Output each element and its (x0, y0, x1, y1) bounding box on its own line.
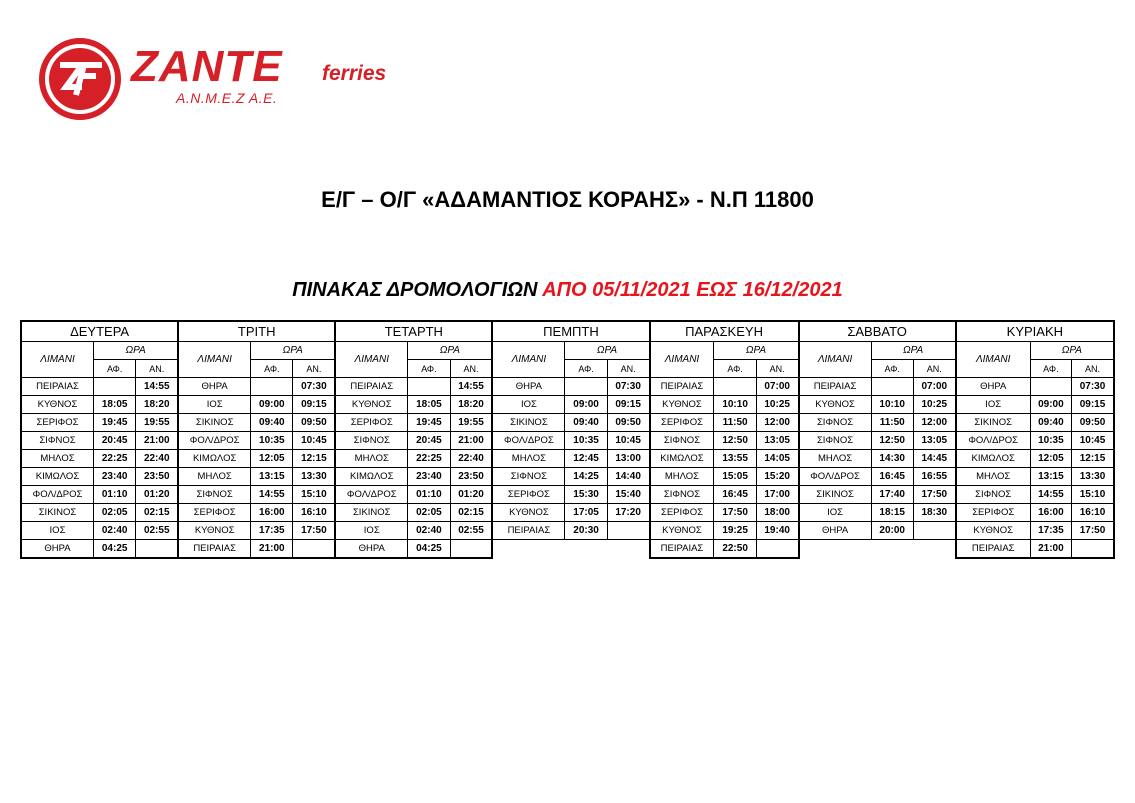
departure-time-cell: 21:00 (251, 540, 293, 559)
arrival-time-cell: 09:50 (1072, 414, 1114, 432)
arrival-time-cell: 12:15 (293, 450, 335, 468)
arrival-time-cell (450, 540, 492, 559)
departure-time-cell: 01:10 (408, 486, 450, 504)
departure-time-cell: 10:35 (1030, 432, 1071, 450)
port-cell: ΠΕΙΡΑΙΑΣ (956, 540, 1031, 559)
departure-time-cell: 13:15 (1030, 468, 1071, 486)
port-cell: ΚΙΜΩΛΟΣ (21, 468, 94, 486)
port-cell: ΙΟΣ (799, 504, 872, 522)
port-cell: ΙΟΣ (956, 396, 1031, 414)
arrival-time-cell: 07:00 (913, 378, 955, 396)
departure-time-cell: 22:50 (714, 540, 756, 559)
departure-time-cell: 16:45 (714, 486, 756, 504)
arrival-time-cell (607, 522, 649, 540)
arrival-time-cell: 02:15 (136, 504, 178, 522)
departure-time-cell: 10:35 (565, 432, 607, 450)
port-cell: ΣΙΚΙΝΟΣ (799, 486, 872, 504)
departure-time-cell: 10:10 (714, 396, 756, 414)
arrival-time-cell: 16:10 (1072, 504, 1114, 522)
port-cell: ΣΙΦΝΟΣ (956, 486, 1031, 504)
table-row (21, 540, 1114, 559)
departure-time-cell: 17:35 (1030, 522, 1071, 540)
arrival-header: ΑΝ. (136, 360, 178, 378)
port-cell: ΚΥΘΝΟΣ (492, 504, 565, 522)
port-cell: ΚΥΘΝΟΣ (799, 396, 872, 414)
port-cell: ΣΙΚΙΝΟΣ (492, 414, 565, 432)
day-header: ΠΑΡΑΣΚΕΥΗ (650, 321, 799, 342)
departure-time-cell (1030, 378, 1071, 396)
departure-time-cell: 22:25 (408, 450, 450, 468)
departure-time-cell (871, 378, 913, 396)
arrival-time-cell: 10:45 (293, 432, 335, 450)
port-cell: ΣΙΚΙΝΟΣ (21, 504, 94, 522)
departure-time-cell: 09:40 (565, 414, 607, 432)
arrival-time-cell: 15:20 (756, 468, 798, 486)
logo-wordmark: ZANTE (131, 42, 283, 91)
empty-cell (799, 540, 956, 559)
port-cell: ΣΕΡΙΦΟΣ (956, 504, 1031, 522)
port-cell: ΣΕΡΙΦΟΣ (650, 414, 714, 432)
departure-time-cell: 12:05 (1030, 450, 1071, 468)
departure-time-cell: 02:05 (408, 504, 450, 522)
arrival-time-cell: 23:50 (450, 468, 492, 486)
port-cell: ΠΕΙΡΑΙΑΣ (799, 378, 872, 396)
port-cell: ΘΗΡΑ (178, 378, 251, 396)
port-cell: ΣΙΦΝΟΣ (650, 432, 714, 450)
port-cell: ΠΕΙΡΑΙΑΣ (492, 522, 565, 540)
departure-time-cell: 17:05 (565, 504, 607, 522)
arrival-header: ΑΝ. (913, 360, 955, 378)
port-cell: ΦΟΛ/ΔΡΟΣ (335, 486, 408, 504)
time-column-header: ΩΡΑ (565, 342, 650, 360)
port-cell: ΚΥΘΝΟΣ (650, 522, 714, 540)
departure-time-cell: 18:05 (408, 396, 450, 414)
arrival-time-cell: 01:20 (450, 486, 492, 504)
table-row (21, 486, 1114, 504)
departure-time-cell: 22:25 (94, 450, 136, 468)
port-cell: ΣΕΡΙΦΟΣ (178, 504, 251, 522)
arrival-time-cell: 15:10 (293, 486, 335, 504)
departure-time-cell: 04:25 (94, 540, 136, 559)
departure-time-cell: 14:25 (565, 468, 607, 486)
time-column-header: ΩΡΑ (714, 342, 799, 360)
port-cell: ΜΗΛΟΣ (335, 450, 408, 468)
arrival-time-cell: 07:30 (607, 378, 649, 396)
departure-time-cell: 12:50 (714, 432, 756, 450)
arrival-time-cell: 22:40 (136, 450, 178, 468)
port-cell: ΜΗΛΟΣ (650, 468, 714, 486)
time-column-header: ΩΡΑ (251, 342, 336, 360)
table-row (21, 504, 1114, 522)
port-column-header: ΛΙΜΑΝΙ (956, 342, 1031, 378)
departure-time-cell: 14:30 (871, 450, 913, 468)
arrival-time-cell: 10:45 (1072, 432, 1114, 450)
arrival-time-cell: 09:50 (607, 414, 649, 432)
arrival-time-cell: 13:05 (756, 432, 798, 450)
departure-time-cell (714, 378, 756, 396)
departure-time-cell: 15:05 (714, 468, 756, 486)
departure-time-cell: 10:35 (251, 432, 293, 450)
port-cell: ΚΙΜΩΛΟΣ (335, 468, 408, 486)
departure-time-cell: 12:50 (871, 432, 913, 450)
arrival-time-cell: 14:55 (450, 378, 492, 396)
arrival-time-cell: 07:30 (1072, 378, 1114, 396)
departure-time-cell: 17:50 (714, 504, 756, 522)
arrival-time-cell: 17:50 (1072, 522, 1114, 540)
departure-time-cell: 02:40 (408, 522, 450, 540)
time-column-header: ΩΡΑ (871, 342, 956, 360)
departure-time-cell: 10:10 (871, 396, 913, 414)
departure-time-cell: 20:30 (565, 522, 607, 540)
arrival-time-cell: 23:50 (136, 468, 178, 486)
port-column-header: ΛΙΜΑΝΙ (21, 342, 94, 378)
port-cell: ΠΕΙΡΑΙΑΣ (650, 540, 714, 559)
table-row (21, 396, 1114, 414)
arrival-time-cell: 22:40 (450, 450, 492, 468)
arrival-header: ΑΝ. (1072, 360, 1114, 378)
day-header: ΤΡΙΤΗ (178, 321, 335, 342)
departure-time-cell: 23:40 (408, 468, 450, 486)
port-cell: ΜΗΛΟΣ (956, 468, 1031, 486)
port-column-header: ΛΙΜΑΝΙ (799, 342, 872, 378)
day-header: ΠΕΜΠΤΗ (492, 321, 649, 342)
departure-time-cell: 01:10 (94, 486, 136, 504)
port-cell: ΙΟΣ (21, 522, 94, 540)
arrival-time-cell: 13:05 (913, 432, 955, 450)
arrival-time-cell: 13:00 (607, 450, 649, 468)
port-cell: ΚΙΜΩΛΟΣ (650, 450, 714, 468)
arrival-time-cell: 01:20 (136, 486, 178, 504)
departure-header: ΑΦ. (94, 360, 136, 378)
departure-time-cell: 02:05 (94, 504, 136, 522)
port-cell: ΘΗΡΑ (21, 540, 94, 559)
arrival-time-cell: 14:05 (756, 450, 798, 468)
arrival-time-cell: 09:15 (293, 396, 335, 414)
port-cell: ΠΕΙΡΑΙΑΣ (21, 378, 94, 396)
port-column-header: ΛΙΜΑΝΙ (492, 342, 565, 378)
arrival-time-cell: 17:50 (913, 486, 955, 504)
port-cell: ΣΙΚΙΝΟΣ (178, 414, 251, 432)
port-cell: ΚΥΘΝΟΣ (21, 396, 94, 414)
arrival-time-cell (136, 540, 178, 559)
port-cell: ΣΙΦΝΟΣ (799, 432, 872, 450)
port-cell: ΚΥΘΝΟΣ (178, 522, 251, 540)
departure-time-cell: 15:30 (565, 486, 607, 504)
table-row (21, 414, 1114, 432)
departure-time-cell (408, 378, 450, 396)
zf-logo-mark-icon (38, 37, 122, 121)
departure-time-cell: 09:00 (1030, 396, 1071, 414)
departure-time-cell: 14:55 (251, 486, 293, 504)
arrival-header: ΑΝ. (756, 360, 798, 378)
arrival-header: ΑΝ. (450, 360, 492, 378)
empty-cell (492, 540, 649, 559)
day-header: ΤΕΤΑΡΤΗ (335, 321, 492, 342)
arrival-time-cell: 09:15 (607, 396, 649, 414)
subtitle-date-range: ΑΠΟ 05/11/2021 ΕΩΣ 16/12/2021 (542, 279, 843, 301)
departure-time-cell: 19:45 (94, 414, 136, 432)
departure-time-cell: 17:40 (871, 486, 913, 504)
departure-time-cell: 17:35 (251, 522, 293, 540)
port-cell: ΣΙΦΝΟΣ (178, 486, 251, 504)
departure-time-cell: 04:25 (408, 540, 450, 559)
departure-time-cell: 23:40 (94, 468, 136, 486)
port-cell: ΣΕΡΙΦΟΣ (650, 504, 714, 522)
day-header: ΔΕΥΤΕΡΑ (21, 321, 178, 342)
arrival-time-cell: 10:45 (607, 432, 649, 450)
company-logo (38, 37, 418, 127)
arrival-time-cell: 12:00 (913, 414, 955, 432)
port-cell: ΜΗΛΟΣ (799, 450, 872, 468)
arrival-time-cell: 12:15 (1072, 450, 1114, 468)
arrival-time-cell: 02:55 (450, 522, 492, 540)
port-cell: ΠΕΙΡΑΙΑΣ (650, 378, 714, 396)
departure-time-cell: 16:45 (871, 468, 913, 486)
arrival-time-cell: 18:30 (913, 504, 955, 522)
arrival-time-cell (756, 540, 798, 559)
table-row (21, 378, 1114, 396)
arrival-time-cell: 16:10 (293, 504, 335, 522)
arrival-time-cell: 16:55 (913, 468, 955, 486)
arrival-time-cell: 13:30 (1072, 468, 1114, 486)
day-header: ΣΑΒΒΑΤΟ (799, 321, 956, 342)
departure-time-cell (251, 378, 293, 396)
port-cell: ΙΟΣ (178, 396, 251, 414)
arrival-time-cell: 17:50 (293, 522, 335, 540)
departure-time-cell (565, 378, 607, 396)
port-cell: ΣΕΡΙΦΟΣ (21, 414, 94, 432)
departure-time-cell: 16:00 (251, 504, 293, 522)
port-cell: ΜΗΛΟΣ (492, 450, 565, 468)
port-cell: ΘΗΡΑ (492, 378, 565, 396)
arrival-time-cell: 19:40 (756, 522, 798, 540)
arrival-time-cell: 10:25 (756, 396, 798, 414)
arrival-header: ΑΝ. (607, 360, 649, 378)
port-cell: ΣΙΦΝΟΣ (335, 432, 408, 450)
arrival-time-cell: 17:00 (756, 486, 798, 504)
port-cell: ΣΕΡΙΦΟΣ (492, 486, 565, 504)
departure-time-cell: 12:45 (565, 450, 607, 468)
departure-time-cell: 13:55 (714, 450, 756, 468)
arrival-time-cell (293, 540, 335, 559)
departure-time-cell: 16:00 (1030, 504, 1071, 522)
arrival-time-cell: 07:30 (293, 378, 335, 396)
arrival-time-cell: 18:20 (136, 396, 178, 414)
logo-company-name: Α.Ν.Μ.Ε.Ζ Α.Ε. (176, 90, 278, 106)
table-row (21, 468, 1114, 486)
document-title: Ε/Γ – Ο/Γ «ΑΔΑΜΑΝΤΙΟΣ ΚΟΡΑΗΣ» - Ν.Π 11800 (321, 187, 814, 212)
arrival-time-cell: 12:00 (756, 414, 798, 432)
arrival-time-cell: 14:45 (913, 450, 955, 468)
arrival-time-cell: 14:55 (136, 378, 178, 396)
departure-header: ΑΦ. (1030, 360, 1071, 378)
time-column-header: ΩΡΑ (408, 342, 493, 360)
arrival-time-cell: 18:00 (756, 504, 798, 522)
port-cell: ΣΙΚΙΝΟΣ (335, 504, 408, 522)
port-cell: ΦΟΛ/ΔΡΟΣ (21, 486, 94, 504)
port-cell: ΙΟΣ (492, 396, 565, 414)
port-cell: ΣΙΦΝΟΣ (492, 468, 565, 486)
arrival-time-cell: 17:20 (607, 504, 649, 522)
arrival-time-cell: 09:15 (1072, 396, 1114, 414)
arrival-time-cell: 15:40 (607, 486, 649, 504)
port-cell: ΣΙΦΝΟΣ (650, 486, 714, 504)
port-cell: ΣΙΚΙΝΟΣ (956, 414, 1031, 432)
arrival-time-cell: 07:00 (756, 378, 798, 396)
departure-time-cell: 19:25 (714, 522, 756, 540)
arrival-time-cell: 02:15 (450, 504, 492, 522)
departure-header: ΑΦ. (251, 360, 293, 378)
departure-time-cell: 12:05 (251, 450, 293, 468)
table-row (21, 522, 1114, 540)
table-row (21, 450, 1114, 468)
arrival-time-cell: 09:50 (293, 414, 335, 432)
port-cell: ΜΗΛΟΣ (178, 468, 251, 486)
table-row (21, 432, 1114, 450)
port-cell: ΠΕΙΡΑΙΑΣ (178, 540, 251, 559)
departure-time-cell: 19:45 (408, 414, 450, 432)
departure-header: ΑΦ. (714, 360, 756, 378)
departure-time-cell: 09:00 (565, 396, 607, 414)
port-cell: ΦΟΛ/ΔΡΟΣ (492, 432, 565, 450)
arrival-time-cell: 02:55 (136, 522, 178, 540)
departure-time-cell: 11:50 (871, 414, 913, 432)
port-cell: ΦΟΛ/ΔΡΟΣ (178, 432, 251, 450)
arrival-time-cell: 15:10 (1072, 486, 1114, 504)
column-header-row (21, 342, 1114, 360)
departure-time-cell: 09:00 (251, 396, 293, 414)
port-cell: ΣΙΦΝΟΣ (799, 414, 872, 432)
departure-time-cell: 18:05 (94, 396, 136, 414)
departure-time-cell: 21:00 (1030, 540, 1071, 559)
arrival-time-cell: 19:55 (450, 414, 492, 432)
arrival-time-cell: 14:40 (607, 468, 649, 486)
port-cell: ΚΥΘΝΟΣ (956, 522, 1031, 540)
port-cell: ΙΟΣ (335, 522, 408, 540)
port-cell: ΠΕΙΡΑΙΑΣ (335, 378, 408, 396)
departure-header: ΑΦ. (565, 360, 607, 378)
departure-time-cell: 02:40 (94, 522, 136, 540)
departure-time-cell: 18:15 (871, 504, 913, 522)
port-column-header: ΛΙΜΑΝΙ (650, 342, 714, 378)
departure-header: ΑΦ. (408, 360, 450, 378)
port-cell: ΘΗΡΑ (335, 540, 408, 559)
departure-time-cell: 11:50 (714, 414, 756, 432)
schedule-table (20, 320, 1115, 559)
departure-time-cell: 20:45 (94, 432, 136, 450)
departure-header: ΑΦ. (871, 360, 913, 378)
logo-ferries-text: ferries (322, 62, 387, 85)
time-column-header: ΩΡΑ (1030, 342, 1114, 360)
departure-time-cell: 09:40 (1030, 414, 1071, 432)
port-column-header: ΛΙΜΑΝΙ (178, 342, 251, 378)
day-header: ΚΥΡΙΑΚΗ (956, 321, 1114, 342)
arrival-time-cell: 10:25 (913, 396, 955, 414)
document-subtitle (0, 279, 1135, 302)
port-cell: ΣΕΡΙΦΟΣ (335, 414, 408, 432)
port-cell: ΚΥΘΝΟΣ (650, 396, 714, 414)
departure-time-cell: 20:00 (871, 522, 913, 540)
port-cell: ΦΟΛ/ΔΡΟΣ (799, 468, 872, 486)
subtitle-label: ΠΙΝΑΚΑΣ ΔΡΟΜΟΛΟΓΙΩΝ (292, 279, 543, 301)
port-cell: ΚΙΜΩΛΟΣ (178, 450, 251, 468)
port-cell: ΚΙΜΩΛΟΣ (956, 450, 1031, 468)
arrival-time-cell: 18:20 (450, 396, 492, 414)
port-cell: ΘΗΡΑ (799, 522, 872, 540)
day-header-row (21, 321, 1114, 342)
arrival-time-cell (1072, 540, 1114, 559)
departure-time-cell: 09:40 (251, 414, 293, 432)
port-cell: ΚΥΘΝΟΣ (335, 396, 408, 414)
arrival-time-cell (913, 522, 955, 540)
arrival-header: ΑΝ. (293, 360, 335, 378)
arrival-time-cell: 21:00 (450, 432, 492, 450)
port-cell: ΘΗΡΑ (956, 378, 1031, 396)
port-cell: ΜΗΛΟΣ (21, 450, 94, 468)
departure-time-cell: 20:45 (408, 432, 450, 450)
arrival-time-cell: 13:30 (293, 468, 335, 486)
port-column-header: ΛΙΜΑΝΙ (335, 342, 408, 378)
arrival-time-cell: 19:55 (136, 414, 178, 432)
port-cell: ΣΙΦΝΟΣ (21, 432, 94, 450)
port-cell: ΦΟΛ/ΔΡΟΣ (956, 432, 1031, 450)
time-column-header: ΩΡΑ (94, 342, 179, 360)
arrival-time-cell: 21:00 (136, 432, 178, 450)
departure-time-cell: 13:15 (251, 468, 293, 486)
departure-time-cell: 14:55 (1030, 486, 1071, 504)
departure-time-cell (94, 378, 136, 396)
